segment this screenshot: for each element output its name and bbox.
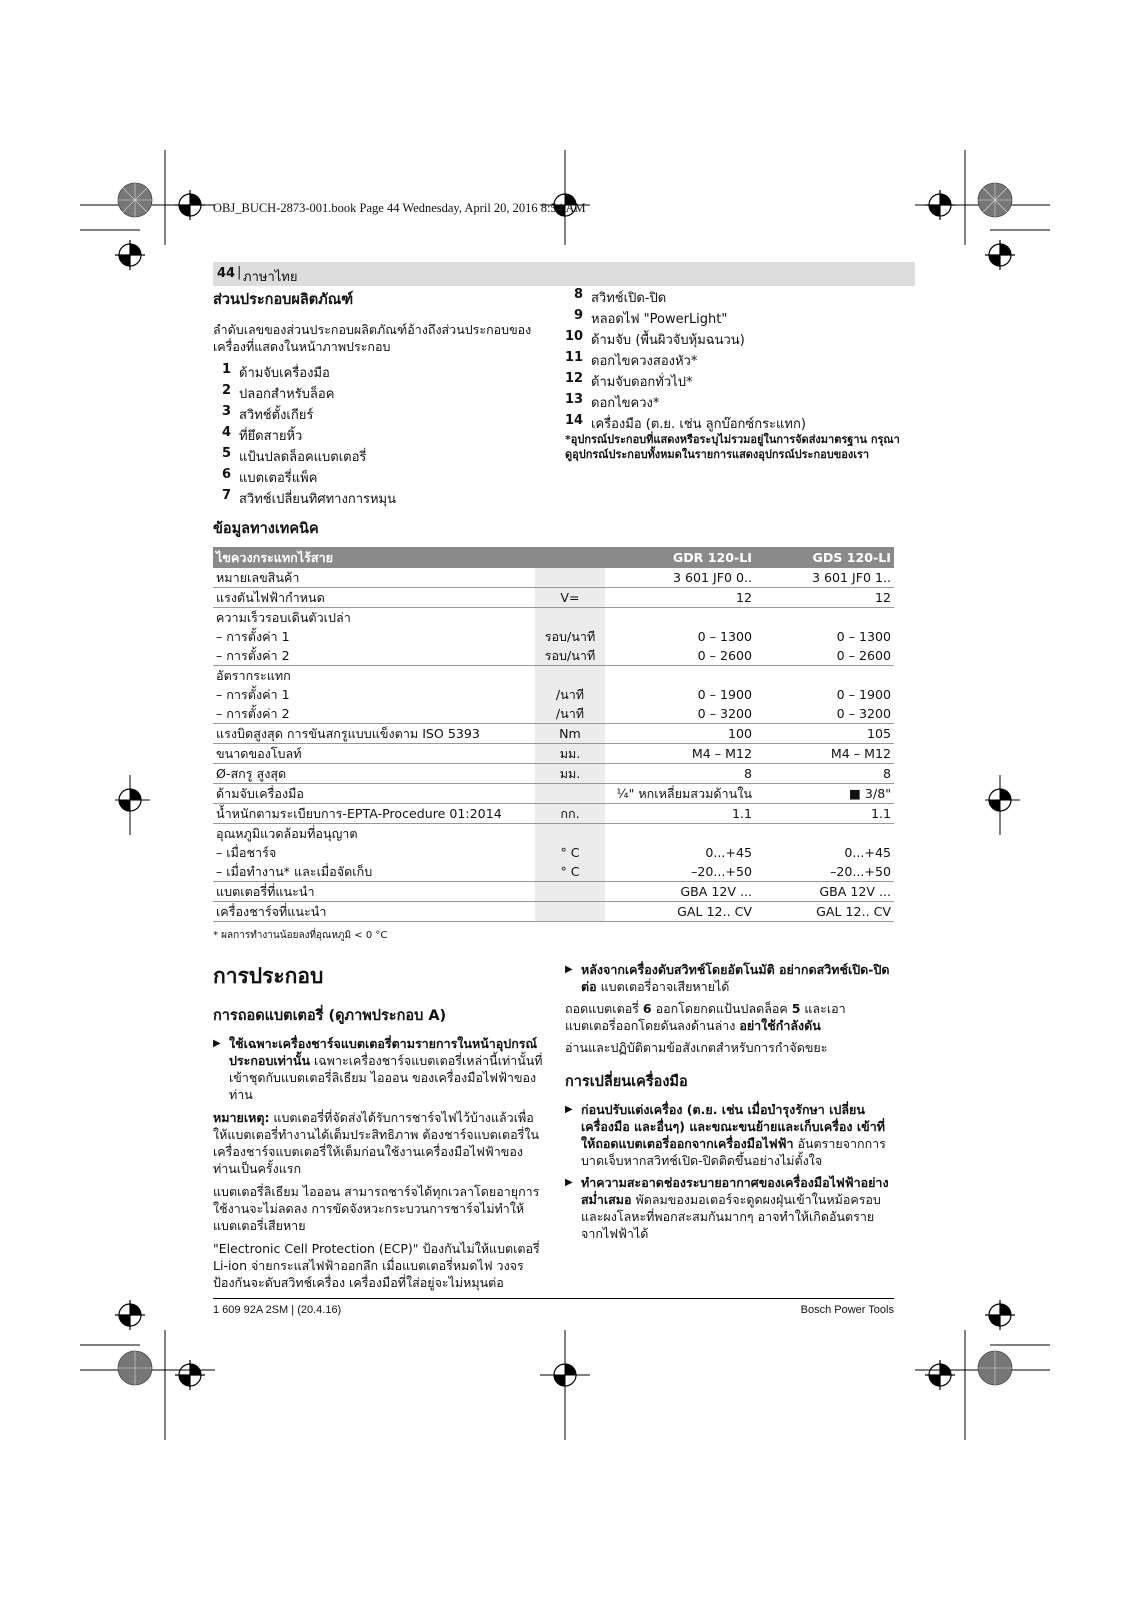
table-cell: 1.1 <box>755 804 894 824</box>
text: ออกโดยกดแป้นปลดล็อค <box>651 1001 792 1016</box>
table-cell: 0...+45 <box>844 845 891 860</box>
table-row <box>213 724 894 744</box>
table-cell: – การตั้งค่า 1 <box>216 629 290 644</box>
table-cell <box>605 824 755 844</box>
table-cell: 12 <box>755 588 894 608</box>
table-cell: GBA 12V ... <box>755 882 894 902</box>
tool-change-title: การเปลี่ยนเครื่องมือ <box>565 1074 688 1090</box>
note-paragraph <box>213 1109 543 1177</box>
table-cell: 100 <box>605 724 755 744</box>
bullet-charger-bold: ใช้เฉพาะเครื่องชาร์จแบตเตอรี่ตามรายการในหน้าอุปกรณ์ประกอบเท่านั้น <box>229 1036 538 1068</box>
footer-right: Bosch Power Tools <box>800 1304 894 1316</box>
table-cell: – การตั้งค่า 2 <box>213 646 535 666</box>
item-text: ด้ามจับ (พื้นผิวจับหุ้มฉนวน) <box>591 333 745 348</box>
table-row <box>213 902 894 922</box>
triangle-bullet-icon: ▶ <box>565 1104 573 1115</box>
table-cell: 105 <box>755 724 894 744</box>
components-section <box>213 288 553 509</box>
table-row <box>213 824 894 844</box>
bullet-charger-text: เฉพาะเครื่องชาร์จแบตเตอรี่เหล่านี้เท่านั้นที่เข้าชุดกับแบตเตอรี่ลิเธียม ไอออน ของเครื่องมือไฟฟ้าของท่าน <box>229 1053 543 1102</box>
language-label: ภาษาไทย <box>243 270 298 285</box>
table-cell: 0 – 2600 <box>605 646 755 666</box>
bullet-remove-battery <box>565 1101 895 1169</box>
table-cell: V= <box>535 588 605 608</box>
table-cell: เครื่องชาร์จที่แนะนำ <box>213 902 535 922</box>
table-cell: อุณหภูมิแวดล้อมที่อนุญาต <box>216 826 358 841</box>
item-text: ที่ยึดสายหิ้ว <box>239 429 303 444</box>
table-cell <box>535 608 605 628</box>
table-cell: M4 – M12 <box>755 744 894 764</box>
note-label: หมายเหตุ: <box>213 1110 270 1125</box>
table-cell: แบตเตอรี่ที่แนะนำ <box>213 882 535 902</box>
battery-removal-title: การถอดแบตเตอรี่ (ดูภาพประกอบ A) <box>213 1008 447 1024</box>
item-number: 6 <box>221 467 231 482</box>
table-cell: – การตั้งค่า 1 <box>216 687 290 702</box>
table-cell: Nm <box>535 724 605 744</box>
table-cell: แรงดันไฟฟ้ากำหนด <box>213 588 535 608</box>
table-row <box>213 784 894 804</box>
table-cell: Ø-สกรู สูงสุด <box>213 764 535 784</box>
item-number: 2 <box>221 383 231 398</box>
bullet-auto-off-text: แบตเตอรี่อาจเสียหายได้ <box>596 979 730 994</box>
item-text: แบตเตอรี่แพ็ค <box>239 471 318 486</box>
table-cell: 0...+45 <box>705 845 752 860</box>
item-text: ปลอกสำหรับล็อค <box>239 387 335 402</box>
table-cell <box>535 902 605 922</box>
item-number: 10 <box>565 329 584 344</box>
table-cell: มม. <box>535 764 605 784</box>
table-cell: ■ 3/8" <box>755 784 894 804</box>
table-cell: 3 601 JF0 0.. <box>605 568 755 588</box>
table-cell: – การตั้งค่า 2 <box>213 704 535 724</box>
bullet-auto-off <box>565 961 895 995</box>
footer-rule <box>213 1298 894 1299</box>
table-cell: แรงบิดสูงสุด การขันสกรูแบบแข็งตาม ISO 5393 <box>213 724 535 744</box>
table-cell: หมายเลขสินค้า <box>213 568 535 588</box>
list-item <box>213 446 553 467</box>
item-text: ด้ามจับดอกทั่วไป* <box>591 375 693 390</box>
table-cell <box>535 568 605 588</box>
list-item <box>213 383 553 404</box>
bullet-clean-vents <box>565 1174 895 1242</box>
table-cell <box>535 882 605 902</box>
item-text: เครื่องมือ (ต.ย. เช่น ลูกบ๊อกซ์กระแทก) <box>591 417 806 432</box>
item-number: 4 <box>221 425 231 440</box>
table-cell <box>535 784 605 804</box>
bullet-remove-battery-bold: ก่อนปรับแต่งเครื่อง (ต.ย. เช่น เมื่อบำรุงรักษา เปลี่ยนเครื่องมือ และอื่นๆ) และขณะขนย้ายและเก็บเครื่อง เข้าที่ ให้ถอดแบตเตอรี่ออกจากเครื่องมือไฟฟ้า <box>581 1102 885 1151</box>
tech-title: ข้อมูลทางเทคนิค <box>213 521 319 537</box>
components-note: *อุปกรณ์ประกอบที่แสดงหรือระบุไม่รวมอยู่ในการจัดส่งมาตรฐาน กรุณาดูอุปกรณ์ประกอบทั้งหมดในรายการแสดงอุปกรณ์ประกอบของเรา <box>565 433 900 461</box>
item-text: สวิทช์เปลี่ยนทิศทางการหมุน <box>239 492 397 507</box>
table-row <box>213 704 894 724</box>
list-item <box>213 362 553 383</box>
table-cell: 0 – 3200 <box>605 704 755 724</box>
tech-table-wrap <box>213 547 894 943</box>
item-text: หลอดไฟ "PowerLight" <box>591 312 728 327</box>
table-cell: อัตรากระแทก <box>216 668 291 683</box>
list-item <box>565 350 905 371</box>
table-cell: กก. <box>535 804 605 824</box>
item-number: 7 <box>221 488 231 503</box>
header-cell: GDS 120-LI <box>755 547 894 568</box>
list-item <box>213 488 553 509</box>
table-cell <box>755 666 894 686</box>
paragraph-disposal: อ่านและปฏิบัติตามข้อสังเกตสำหรับการกำจัดขยะ <box>565 1040 828 1055</box>
tech-footnote: * ผลการทำงานน้อยลงที่อุณหภูมิ < 0 °C <box>213 930 388 941</box>
table-cell: 3 601 JF0 1.. <box>755 568 894 588</box>
table-cell: มม. <box>535 744 605 764</box>
file-header: OBJ_BUCH-2873-001.book Page 44 Wednesday, April 20, 2016 8:54 AM <box>213 201 586 215</box>
assembly-right <box>565 961 895 1242</box>
item-text: แป้นปลดล็อคแบตเตอรี่ <box>239 450 367 465</box>
header-cell: ไขควงกระแทกไร้สาย <box>213 547 535 568</box>
list-item <box>565 287 905 308</box>
list-item <box>565 392 905 413</box>
table-cell: /นาที <box>535 685 605 704</box>
table-row <box>213 882 894 902</box>
list-item <box>565 413 905 434</box>
table-row <box>213 627 894 646</box>
table-cell <box>605 608 755 628</box>
table-cell: รอบ/นาที <box>535 646 605 666</box>
table-cell: /นาที <box>535 704 605 724</box>
header-cell <box>535 547 605 568</box>
bullet-auto-off-bold: หลังจากเครื่องดับสวิทช์โดยอัตโนมัติ อย่ากดสวิทช์เปิด-ปิดต่อ <box>581 962 890 994</box>
table-cell: 0 – 1900 <box>697 687 752 702</box>
paragraph-ecp: "Electronic Cell Protection (ECP)" ป้องกันไม่ให้แบตเตอรี่ Li-ion จ่ายกระแสไฟฟ้าออกลึก เมื่อแบตเตอรี่หมดไฟ วงจรป้องกันจะดับสวิทช์เครื่อง เครื่องมือที่ใส่อยู่จะไม่หมุนต่อ <box>213 1241 540 1290</box>
components-list-right <box>565 287 905 434</box>
item-text: สวิทช์ตั้งเกียร์ <box>239 408 314 423</box>
item-text: ดอกไขควงสองหัว* <box>591 354 698 369</box>
components-list-left <box>213 362 553 509</box>
table-cell: 8 <box>605 764 755 784</box>
table-cell <box>535 666 605 686</box>
table-cell: M4 – M12 <box>605 744 755 764</box>
page-header-bar <box>213 262 915 286</box>
item-number: 1 <box>221 362 231 377</box>
table-row <box>213 764 894 784</box>
bullet-charger <box>213 1035 543 1103</box>
table-cell: GBA 12V ... <box>605 882 755 902</box>
ref-6: 6 <box>642 1001 652 1016</box>
components-intro: ลำดับเลขของส่วนประกอบผลิตภัณฑ์อ้างถึงส่วนประกอบของเครื่องที่แสดงในหน้าภาพประกอบ <box>213 322 532 354</box>
table-cell: ความเร็วรอบเดินตัวเปล่า <box>216 610 351 625</box>
table-row <box>213 588 894 608</box>
note-text: แบตเตอรี่ที่จัดส่งได้รับการชาร์จไฟไว้บ้างแล้วเพื่อให้แบตเตอรี่ทำงานได้เต็มประสิทธิภาพ ต้องชาร์จแบตเตอรี่ในเครื่องชาร์จแบตเตอรี่ให้เต็มก่อนใช้งานเครื่องมือไฟฟ้าของท่านเป็นครั้งแรก <box>213 1110 539 1176</box>
item-number: 8 <box>573 287 583 302</box>
header-cell: GDR 120-LI <box>605 547 755 568</box>
table-row <box>213 646 894 666</box>
item-number: 3 <box>221 404 231 419</box>
components-right-column <box>565 287 905 462</box>
table-cell <box>605 666 755 686</box>
table-cell: –20...+50 <box>605 862 755 882</box>
list-item <box>213 467 553 488</box>
assembly-title: การประกอบ <box>213 964 324 988</box>
text: และเอาแบตเตอรี่ออกโดยดันลงด้านล่าง <box>565 1001 846 1033</box>
list-item <box>213 404 553 425</box>
table-row <box>213 843 894 862</box>
triangle-bullet-icon: ▶ <box>565 964 573 975</box>
item-number: 11 <box>565 350 584 365</box>
bullet-clean-vents-text: พัดลมของมอเตอร์จะดูดผงฝุ่นเข้าในหม้อครอบ และผงโลหะที่พอกสะสมกันมากๆ อาจทำให้เกิดอันตรายจากไฟฟ้าได้ <box>581 1192 881 1241</box>
item-number: 14 <box>565 413 584 428</box>
table-cell: 1.1 <box>605 804 755 824</box>
assembly-left <box>213 960 543 1291</box>
table-cell: 0 – 2600 <box>755 646 894 666</box>
table-cell: 0 – 3200 <box>755 704 894 724</box>
table-cell: 12 <box>605 588 755 608</box>
table-cell <box>755 608 894 628</box>
item-number: 12 <box>565 371 584 386</box>
ref-5: 5 <box>791 1001 801 1016</box>
table-cell: ขนาดของโบลท์ <box>213 744 535 764</box>
paragraph-remove-battery <box>565 1000 895 1034</box>
table-cell: น้ำหนักตามระเบียบการ-EPTA-Procedure 01:2014 <box>213 804 535 824</box>
bullet-remove-battery-text: อันตรายจากการบาดเจ็บหากสวิทช์เปิด-ปิดติดขึ้นอย่างไม่ตั้งใจ <box>581 1136 886 1168</box>
table-cell <box>755 824 894 844</box>
list-item <box>565 329 905 350</box>
list-item <box>565 371 905 392</box>
table-cell: รอบ/นาที <box>535 627 605 646</box>
table-cell: ° C <box>535 843 605 862</box>
table-row <box>213 744 894 764</box>
list-item <box>565 308 905 329</box>
list-item <box>213 425 553 446</box>
table-cell <box>535 824 605 844</box>
table-cell: – เมื่อทำงาน* และเมื่อจัดเก็บ <box>213 862 535 882</box>
table-cell: GAL 12.. CV <box>755 902 894 922</box>
bullet-clean-vents-bold: ทำความสะอาดช่องระบายอากาศของเครื่องมือไฟฟ้าอย่างสม่ำเสมอ <box>581 1175 889 1207</box>
item-number: 9 <box>573 308 583 323</box>
table-header <box>213 547 894 568</box>
table-row <box>213 804 894 824</box>
triangle-bullet-icon: ▶ <box>213 1038 221 1049</box>
paragraph-liion: แบตเตอรี่ลิเธียม ไอออน สามารถชาร์จได้ทุกเวลาโดยอายุการใช้งานจะไม่ลดลง การขัดจังหวะกระบวนการชาร์จไม่ทำให้แบตเตอรี่เสียหาย <box>213 1184 540 1233</box>
item-text: ดอกไขควง* <box>591 396 660 411</box>
table-cell: –20...+50 <box>755 862 894 882</box>
no-force-text: อย่าใช้กำลังดัน <box>739 1018 821 1033</box>
table-cell: GAL 12.. CV <box>605 902 755 922</box>
item-number: 13 <box>565 392 584 407</box>
table-cell: ° C <box>535 862 605 882</box>
table-row <box>213 568 894 588</box>
tech-table <box>213 547 894 922</box>
table-cell: ¼" หกเหลี่ยมสวมด้านใน <box>605 784 755 804</box>
table-cell: 0 – 1300 <box>697 629 752 644</box>
table-cell: ด้ามจับเครื่องมือ <box>213 784 535 804</box>
item-text: ด้ามจับเครื่องมือ <box>239 366 330 381</box>
separator: | <box>237 265 242 280</box>
footer-left: 1 609 92A 2SM | (20.4.16) <box>213 1304 342 1316</box>
table-row <box>213 862 894 882</box>
item-number: 5 <box>221 446 231 461</box>
triangle-bullet-icon: ▶ <box>565 1177 573 1188</box>
table-cell: 0 – 1300 <box>836 629 891 644</box>
table-cell: 0 – 1900 <box>836 687 891 702</box>
text: ถอดแบตเตอรี่ <box>565 1001 643 1016</box>
components-title: ส่วนประกอบผลิตภัณฑ์ <box>213 292 354 308</box>
table-row <box>213 608 894 628</box>
page-number: 44 <box>217 266 236 281</box>
table-cell: – เมื่อชาร์จ <box>216 845 277 860</box>
table-row <box>213 685 894 704</box>
item-text: สวิทช์เปิด-ปิด <box>591 291 667 306</box>
table-cell: 8 <box>755 764 894 784</box>
table-row <box>213 666 894 686</box>
